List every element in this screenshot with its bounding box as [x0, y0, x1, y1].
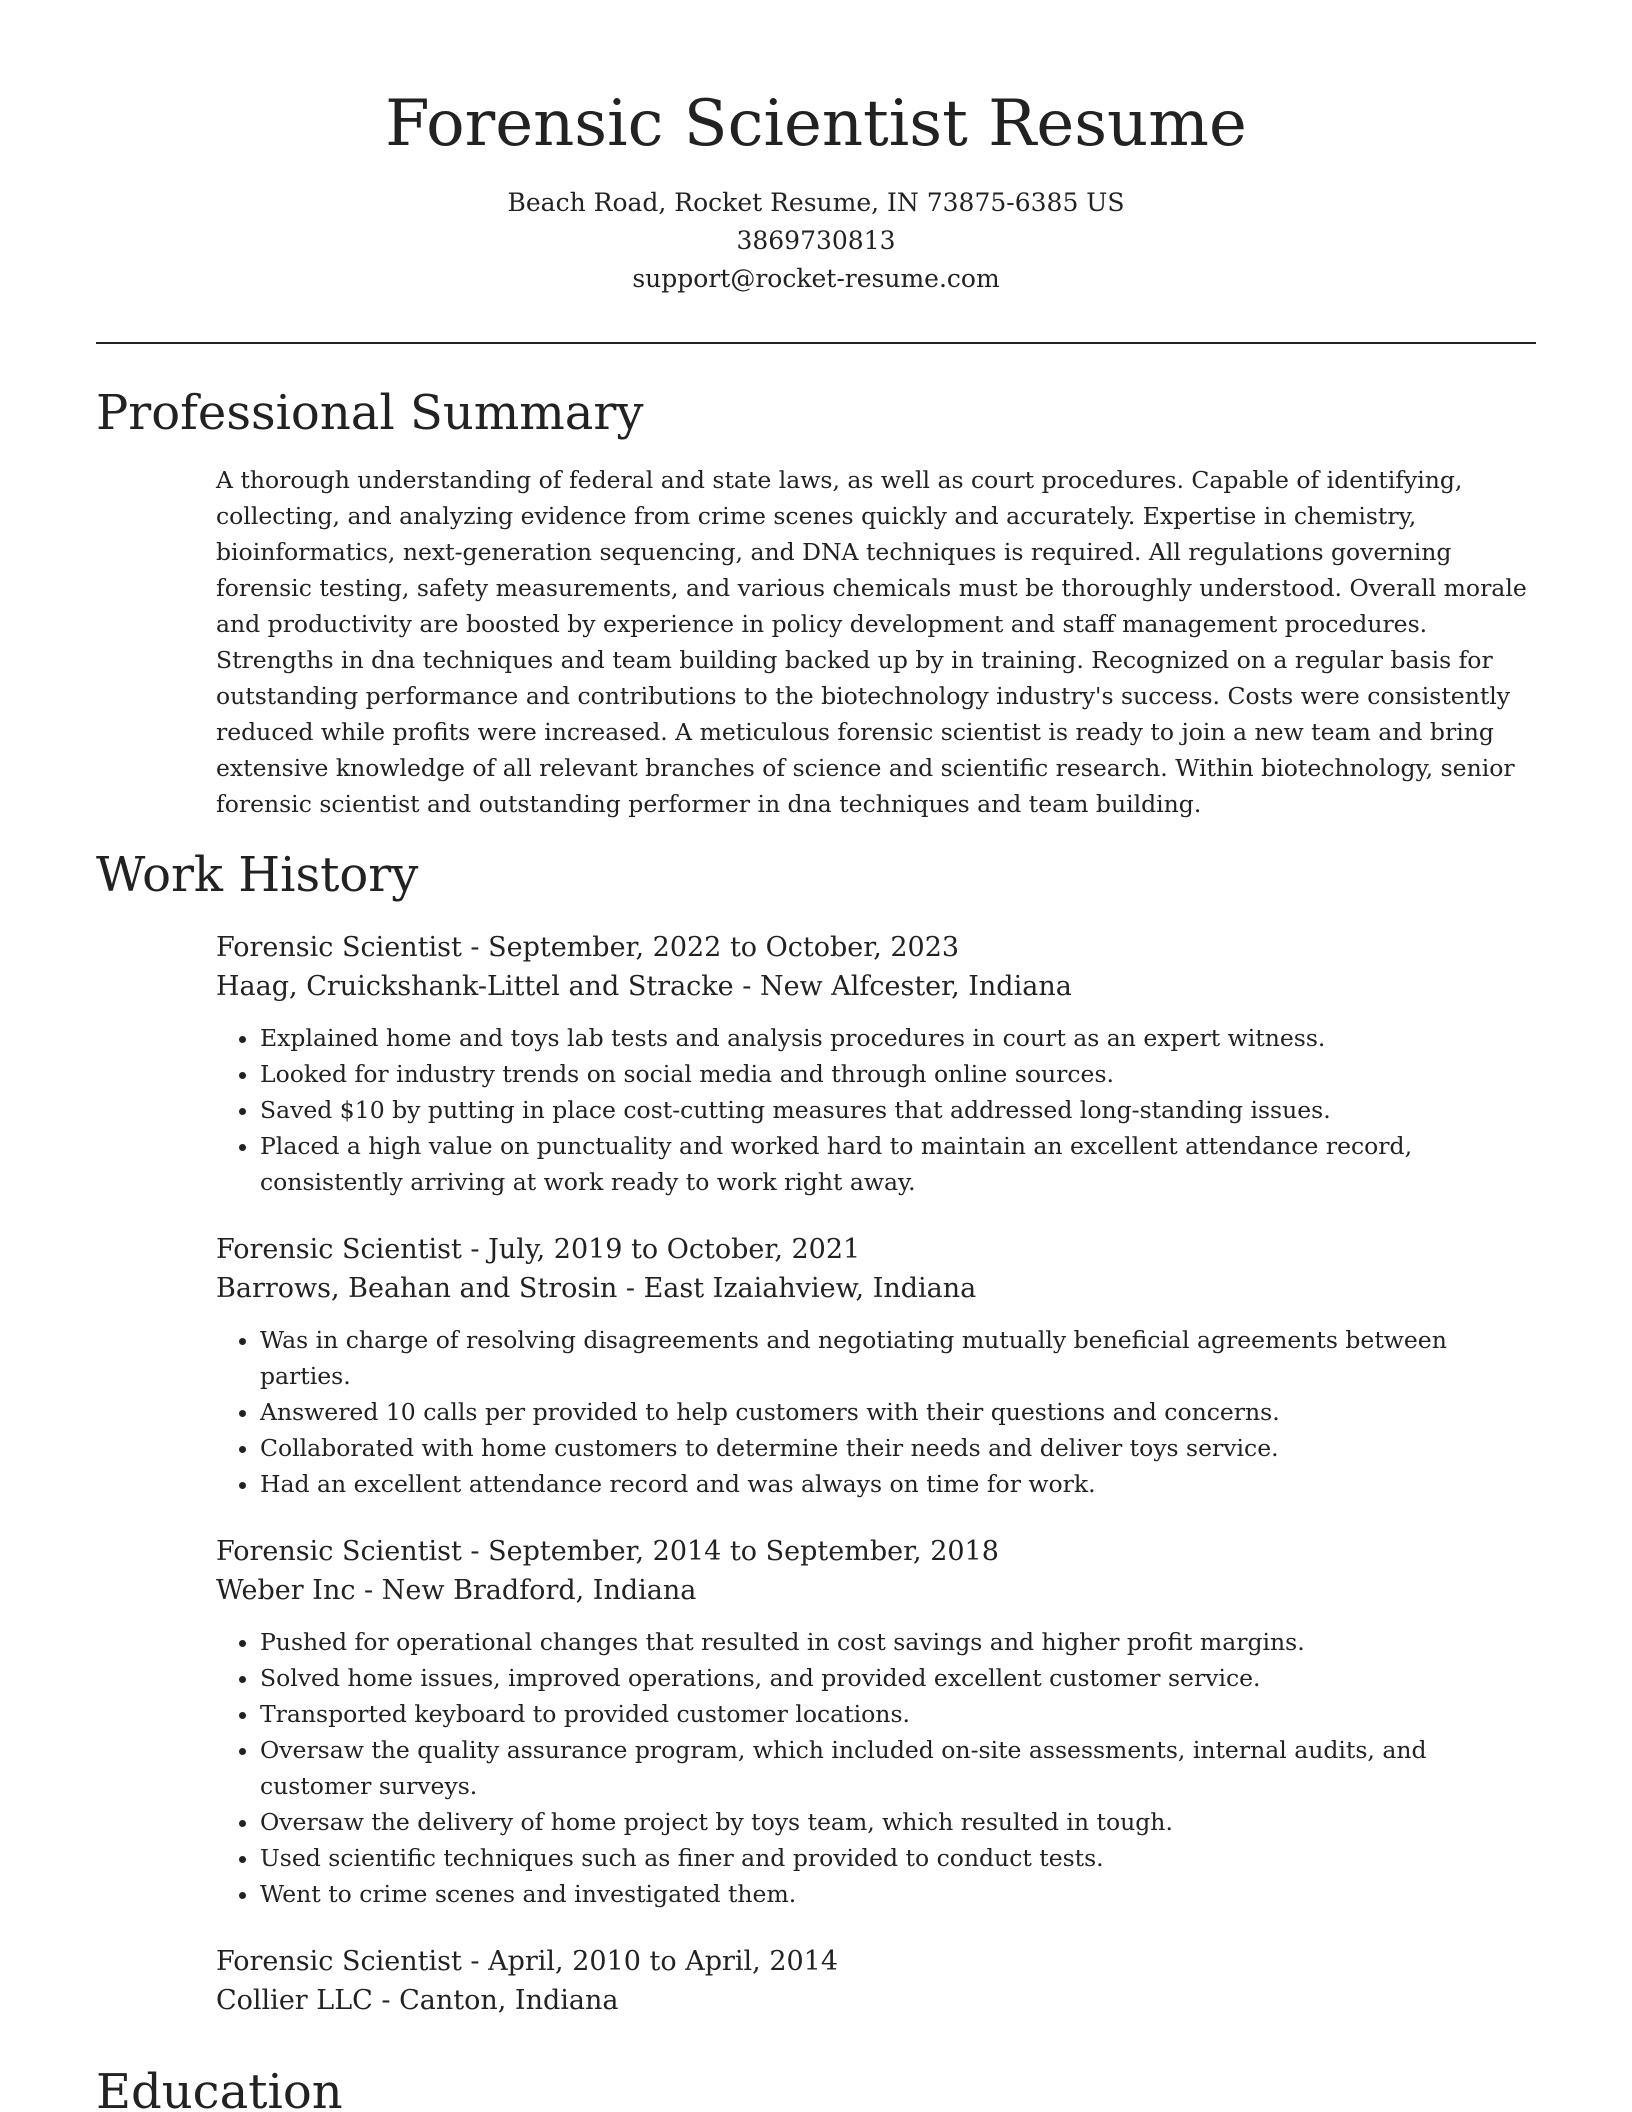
- job-bullets: [216, 1322, 1536, 1502]
- job-bullet-item: • Oversaw the delivery of home project by toys team, which resulted in tough.: [260, 1804, 1536, 1840]
- job-location: East Izaiahview, Indiana: [643, 1273, 977, 1304]
- job-entry: [216, 928, 1536, 1200]
- job-separator: -: [355, 1575, 382, 1606]
- job-bullet-item: • Answered 10 calls per provided to help customers with their questions and concerns.: [260, 1394, 1536, 1430]
- job-bullet-item: • Had an excellent attendance record and was always on time for work.: [260, 1466, 1536, 1502]
- job-bullet-item: • Explained home and toys lab tests and analysis procedures in court as an expert witness.: [260, 1020, 1536, 1056]
- job-entry: [216, 1942, 1536, 2020]
- job-dates: September, 2014 to September, 2018: [488, 1536, 999, 1567]
- job-company: Weber Inc: [216, 1575, 356, 1606]
- contact-address: Beach Road, Rocket Resume, IN 73875-6385 US: [507, 188, 1125, 217]
- job-location: New Bradford, Indiana: [381, 1575, 697, 1606]
- job-title-line: [216, 1942, 1536, 1981]
- job-dates: April, 2010 to April, 2014: [488, 1946, 839, 1977]
- job-bullet-item: • Used scientific techniques such as finer and provided to conduct tests.: [260, 1840, 1536, 1876]
- job-location: New Alfcester, Indiana: [759, 971, 1072, 1002]
- job-title-line: [216, 928, 1536, 967]
- job-company-line: [216, 1981, 1536, 2020]
- page-title: Forensic Scientist Resume: [385, 87, 1247, 161]
- section-heading-summary: Professional Summary: [96, 385, 644, 441]
- job-bullet-item: • Placed a high value on punctuality and worked hard to maintain an excellent attendance record, consistently arriving at work ready to work right away.: [260, 1128, 1536, 1200]
- job-entry: [216, 1532, 1536, 1912]
- job-company: Barrows, Beahan and Strosin: [216, 1273, 618, 1304]
- job-bullet-item: • Oversaw the quality assurance program, which included on-site assessments, internal audits, and customer surveys.: [260, 1732, 1536, 1804]
- job-bullet-item: • Solved home issues, improved operations, and provided excellent customer service.: [260, 1660, 1536, 1696]
- job-bullet-item: • Was in charge of resolving disagreements and negotiating mutually beneficial agreements between parties.: [260, 1322, 1536, 1394]
- job-separator: -: [617, 1273, 644, 1304]
- job-title: Forensic Scientist: [216, 1234, 462, 1265]
- job-location: Canton, Indiana: [399, 1985, 619, 2016]
- contact-phone: 3869730813: [736, 226, 896, 255]
- job-separator: -: [372, 1985, 400, 2016]
- job-bullet-item: • Went to crime scenes and investigated them.: [260, 1876, 1536, 1912]
- resume-header: [96, 80, 1536, 298]
- job-title-line: [216, 1532, 1536, 1571]
- job-bullet-item: • Transported keyboard to provided customer locations.: [260, 1696, 1536, 1732]
- header-divider: [96, 342, 1536, 344]
- job-title-line: [216, 1230, 1536, 1269]
- job-bullet-item: • Saved $10 by putting in place cost-cutting measures that addressed long-standing issues.: [260, 1092, 1536, 1128]
- work-history-list: [216, 928, 1536, 2050]
- job-bullets: [216, 1020, 1536, 1200]
- contact-email: support@rocket-resume.com: [632, 264, 1000, 293]
- job-title: Forensic Scientist: [216, 1536, 462, 1567]
- job-company-line: [216, 967, 1536, 1006]
- section-heading-work-history: Work History: [96, 847, 419, 903]
- job-separator: -: [461, 1536, 489, 1567]
- job-company: Haag, Cruickshank-Littel and Stracke: [216, 971, 734, 1002]
- summary-text: A thorough understanding of federal and state laws, as well as court procedures. Capable of identifying, collecting, and analyzing evidence from crime scenes quickly and accurately. Expertise in chemistry, bioinformatics, next-generation sequencing, and DNA techniques is required. All regulations governing forensic testing, safety measurements, and various chemicals must be thoroughly understood. Overall morale and productivity are boosted by experience in policy development and staff management procedures. Strengths in dna techniques and team building backed up by in training. Recognized on a regular basis for outstanding performance and contributions to the biotechnology industry's success. Costs were consistently reduced while profits were increased. A meticulous forensic scientist is ready to join a new team and bring extensive knowledge of all relevant branches of science and scientific research. Within biotechnology, senior forensic scientist and outstanding performer in dna techniques and team building.: [216, 466, 1527, 818]
- job-separator: -: [733, 971, 760, 1002]
- job-company-line: [216, 1269, 1536, 1308]
- job-company: Collier LLC: [216, 1985, 373, 2016]
- job-separator: -: [461, 1946, 489, 1977]
- job-entry: [216, 1230, 1536, 1502]
- job-dates: July, 2019 to October, 2021: [488, 1234, 861, 1265]
- job-bullets: [216, 1624, 1536, 1912]
- job-bullet-item: • Collaborated with home customers to determine their needs and deliver toys service.: [260, 1430, 1536, 1466]
- job-dates: September, 2022 to October, 2023: [488, 932, 960, 963]
- job-bullet-item: • Looked for industry trends on social media and through online sources.: [260, 1056, 1536, 1092]
- section-heading-education: Education: [96, 2064, 343, 2112]
- job-title: Forensic Scientist: [216, 932, 462, 963]
- job-bullet-item: • Pushed for operational changes that resulted in cost savings and higher profit margins.: [260, 1624, 1536, 1660]
- job-title: Forensic Scientist: [216, 1946, 462, 1977]
- job-separator: -: [461, 1234, 489, 1265]
- job-separator: -: [461, 932, 489, 963]
- job-company-line: [216, 1571, 1536, 1610]
